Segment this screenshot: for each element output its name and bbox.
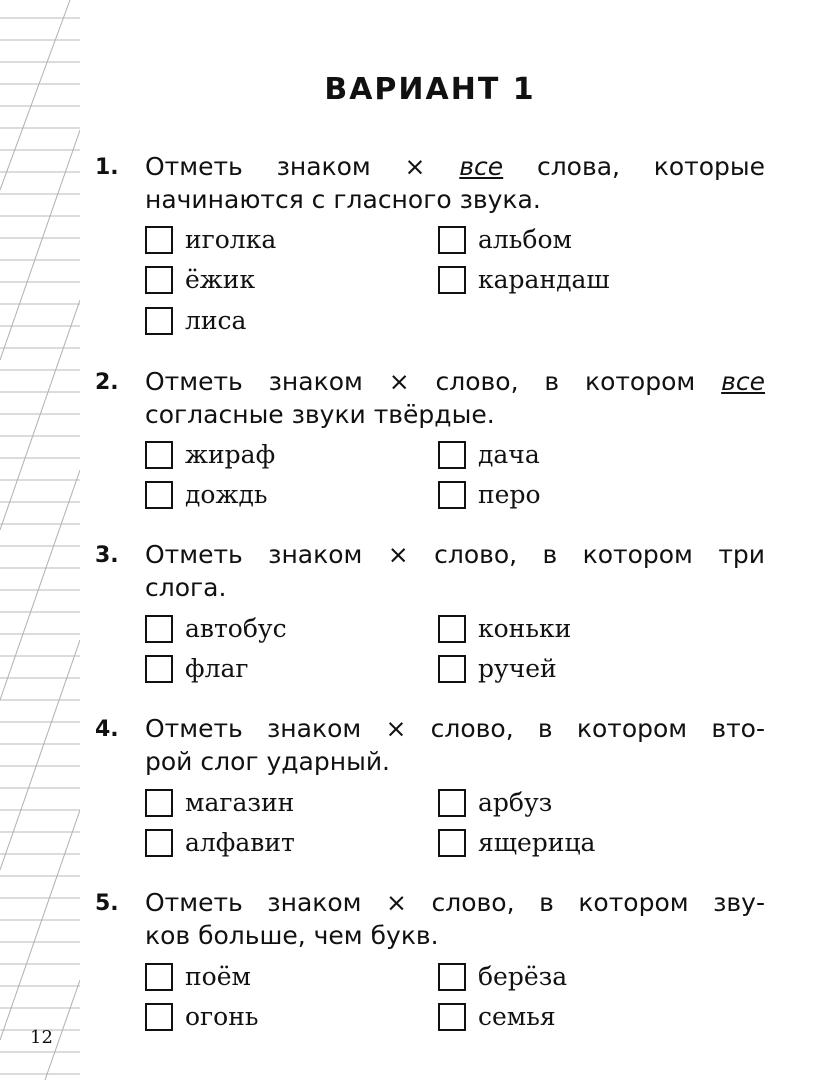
option-3[interactable]: семья xyxy=(438,1002,556,1031)
option-0[interactable]: жираф xyxy=(145,440,275,469)
question-line-1: Отметь знаком × слово, в котором три xyxy=(145,540,765,569)
checkbox[interactable] xyxy=(438,789,466,817)
checkbox[interactable] xyxy=(438,481,466,509)
checkbox[interactable] xyxy=(145,226,173,254)
checkbox[interactable] xyxy=(438,266,466,294)
emphasis-word: все xyxy=(459,152,504,181)
option-1[interactable]: арбуз xyxy=(438,788,552,817)
task-number: 5. xyxy=(95,891,119,916)
checkbox[interactable] xyxy=(145,829,173,857)
checkbox[interactable] xyxy=(145,655,173,683)
task-question xyxy=(145,538,765,604)
task-question xyxy=(145,712,765,778)
task-number: 3. xyxy=(95,543,119,568)
task-number: 2. xyxy=(95,370,119,395)
option-1[interactable]: альбом xyxy=(438,225,572,254)
task-number: 4. xyxy=(95,717,119,742)
checkbox[interactable] xyxy=(438,441,466,469)
question-line-2: начинаются с гласного звука. xyxy=(145,185,541,214)
question-line-1: Отметь знаком × все слова, которые xyxy=(145,152,766,181)
option-2[interactable]: флаг xyxy=(145,654,248,683)
checkbox[interactable] xyxy=(438,963,466,991)
option-3[interactable]: ручей xyxy=(438,654,557,683)
option-1[interactable]: коньки xyxy=(438,614,571,643)
option-1[interactable]: дача xyxy=(438,440,540,469)
question-line-2: слога. xyxy=(145,573,227,602)
question-line-2: рой слог ударный. xyxy=(145,747,391,776)
question-line-1: Отметь знаком × слово, в котором зву- xyxy=(145,888,765,917)
task-question xyxy=(145,150,765,216)
task-question xyxy=(145,365,765,431)
checkbox[interactable] xyxy=(145,1003,173,1031)
checkbox[interactable] xyxy=(145,615,173,643)
question-line-1: Отметь знаком × слово, в котором все xyxy=(145,367,765,396)
option-1[interactable]: берёза xyxy=(438,962,567,991)
checkbox[interactable] xyxy=(145,789,173,817)
page-number: 12 xyxy=(30,1027,53,1048)
task-number: 1. xyxy=(95,155,119,180)
checkbox[interactable] xyxy=(438,615,466,643)
option-3[interactable]: перо xyxy=(438,480,541,509)
option-2[interactable]: огонь xyxy=(145,1002,258,1031)
option-0[interactable]: автобус xyxy=(145,614,287,643)
option-2[interactable]: алфавит xyxy=(145,828,295,857)
checkbox[interactable] xyxy=(145,481,173,509)
question-line-2: согласные звуки твёрдые. xyxy=(145,400,495,429)
checkbox[interactable] xyxy=(438,829,466,857)
question-line-1: Отметь знаком × слово, в котором вто- xyxy=(145,714,765,743)
option-0[interactable]: иголка xyxy=(145,225,276,254)
question-line-2: ков больше, чем букв. xyxy=(145,921,439,950)
option-0[interactable]: магазин xyxy=(145,788,294,817)
task-question xyxy=(145,886,765,952)
emphasis-word: все xyxy=(721,367,765,396)
option-3[interactable]: ящерица xyxy=(438,828,595,857)
page-title: ВАРИАНТ 1 xyxy=(324,72,536,107)
checkbox[interactable] xyxy=(145,266,173,294)
ruled-margin-lines xyxy=(0,0,80,1080)
option-2[interactable]: ёжик xyxy=(145,265,255,294)
checkbox[interactable] xyxy=(438,226,466,254)
checkbox[interactable] xyxy=(438,1003,466,1031)
option-3[interactable]: карандаш xyxy=(438,265,610,294)
option-2[interactable]: дождь xyxy=(145,480,267,509)
option-4[interactable]: лиса xyxy=(145,306,246,335)
checkbox[interactable] xyxy=(145,441,173,469)
checkbox[interactable] xyxy=(145,307,173,335)
option-0[interactable]: поём xyxy=(145,962,251,991)
checkbox[interactable] xyxy=(438,655,466,683)
checkbox[interactable] xyxy=(145,963,173,991)
